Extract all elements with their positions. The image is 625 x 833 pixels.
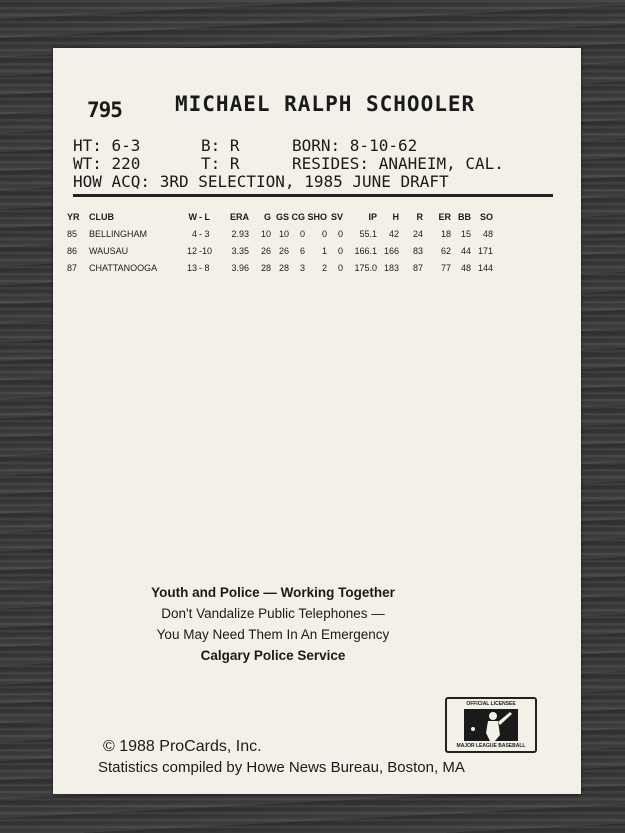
throws: T: R (201, 154, 240, 173)
stat-cell: 10 (260, 228, 271, 239)
logo-bottom-text: MAJOR LEAGUE BASEBALL (456, 743, 526, 749)
stat-cell: 0 (299, 228, 305, 239)
col-header: W (188, 211, 197, 222)
stat-cell: 85 (67, 228, 78, 239)
player-name: MICHAEL RALPH SCHOOLER (175, 92, 476, 116)
stat-cell: 3.35 (231, 245, 249, 256)
col-header: L (204, 211, 211, 222)
stat-cell: WAUSAU (89, 245, 129, 256)
stat-dash: - (199, 262, 202, 273)
stat-cell: 2.93 (231, 228, 249, 239)
col-header: SHO (307, 211, 327, 222)
stat-cell: 0 (337, 262, 343, 273)
stat-cell: 3 (204, 228, 210, 239)
col-header: YR (67, 211, 80, 222)
stat-cell: 166 (383, 245, 399, 256)
stats-table (67, 208, 493, 276)
stat-cell: 13 (186, 262, 197, 273)
stats-credit: Statistics compiled by Howe News Bureau, Boston, MA (98, 759, 465, 776)
col-header: GS (275, 211, 289, 222)
height: HT: 6-3 (73, 136, 141, 155)
stat-cell: 12 (186, 245, 197, 256)
col-header: IP (368, 211, 377, 222)
stat-cell: 10 (202, 245, 213, 256)
col-header: ERA (229, 211, 249, 222)
stat-cell: 0 (321, 228, 327, 239)
stat-cell: 55.1 (359, 228, 377, 239)
col-header: R (416, 211, 423, 222)
message-line-2: Don't Vandalize Public Telephones — (161, 606, 385, 621)
stat-cell: 0 (337, 228, 343, 239)
stat-cell: 77 (440, 262, 451, 273)
born: BORN: 8-10-62 (292, 136, 418, 155)
stat-cell: 171 (477, 245, 493, 256)
divider-rule (73, 194, 553, 197)
stat-cell: 3.96 (231, 262, 249, 273)
stat-cell: 183 (383, 262, 399, 273)
logo-top-text: OFFICIAL LICENSEE (466, 701, 516, 707)
stat-cell: 42 (388, 228, 399, 239)
stats-header-row (67, 208, 493, 225)
bats: B: R (201, 136, 240, 155)
stat-cell (197, 242, 225, 259)
message-line-3: You May Need Them In An Emergency (156, 627, 390, 642)
stats-row (67, 242, 493, 259)
col-header-dash: - (199, 211, 202, 222)
how-acquired: HOW ACQ: 3RD SELECTION, 1985 JUNE DRAFT (73, 172, 449, 191)
stat-cell: 62 (440, 245, 451, 256)
stat-cell: 166.1 (354, 245, 377, 256)
stat-cell: 144 (477, 262, 493, 273)
stat-cell: 28 (260, 262, 271, 273)
stat-cell: 26 (278, 245, 289, 256)
stat-cell (197, 225, 225, 242)
stat-cell: 24 (412, 228, 423, 239)
stat-cell: 87 (67, 262, 78, 273)
col-header (197, 208, 225, 225)
stat-cell: 18 (440, 228, 451, 239)
stat-dash: - (199, 245, 202, 256)
message-line-4: Calgary Police Service (200, 648, 346, 663)
batter-silhouette-icon (464, 709, 518, 741)
stat-cell: 48 (482, 228, 493, 239)
stat-cell: CHATTANOOGA (89, 262, 158, 273)
stat-cell: 83 (412, 245, 423, 256)
stat-cell: 44 (460, 245, 471, 256)
stat-cell: 175.0 (354, 262, 377, 273)
weight: WT: 220 (73, 154, 141, 173)
stat-cell: 2 (321, 262, 327, 273)
col-header: SO (479, 211, 493, 222)
message-line-1: Youth and Police — Working Together (151, 585, 395, 600)
stat-cell: 15 (460, 228, 471, 239)
stats-row (67, 259, 493, 276)
stat-cell: 0 (337, 245, 343, 256)
stat-cell: 10 (278, 228, 289, 239)
stat-cell: 87 (412, 262, 423, 273)
stat-cell: 48 (460, 262, 471, 273)
stat-cell: 26 (260, 245, 271, 256)
col-header: SV (330, 211, 343, 222)
baseball-card-back (53, 48, 581, 794)
stat-cell: 6 (299, 245, 305, 256)
stat-cell: BELLINGHAM (89, 228, 148, 239)
stat-cell: 86 (67, 245, 78, 256)
col-header: H (392, 211, 399, 222)
copyright: © 1988 ProCards, Inc. (103, 738, 262, 755)
stat-cell (197, 259, 225, 276)
card-number: 795 (87, 98, 122, 122)
mlb-licensee-logo (445, 697, 537, 753)
stat-dash: - (199, 228, 202, 239)
stat-cell: 8 (204, 262, 210, 273)
col-header: ER (438, 211, 451, 222)
col-header: CG (291, 211, 305, 222)
resides: RESIDES: ANAHEIM, CAL. (292, 154, 504, 173)
stat-cell: 4 (191, 228, 197, 239)
stat-cell: 1 (321, 245, 327, 256)
stats-row (67, 225, 493, 242)
stat-cell: 3 (299, 262, 305, 273)
stat-cell: 28 (278, 262, 289, 273)
col-header: G (263, 211, 271, 222)
col-header: BB (458, 211, 471, 222)
col-header: CLUB (89, 211, 114, 222)
